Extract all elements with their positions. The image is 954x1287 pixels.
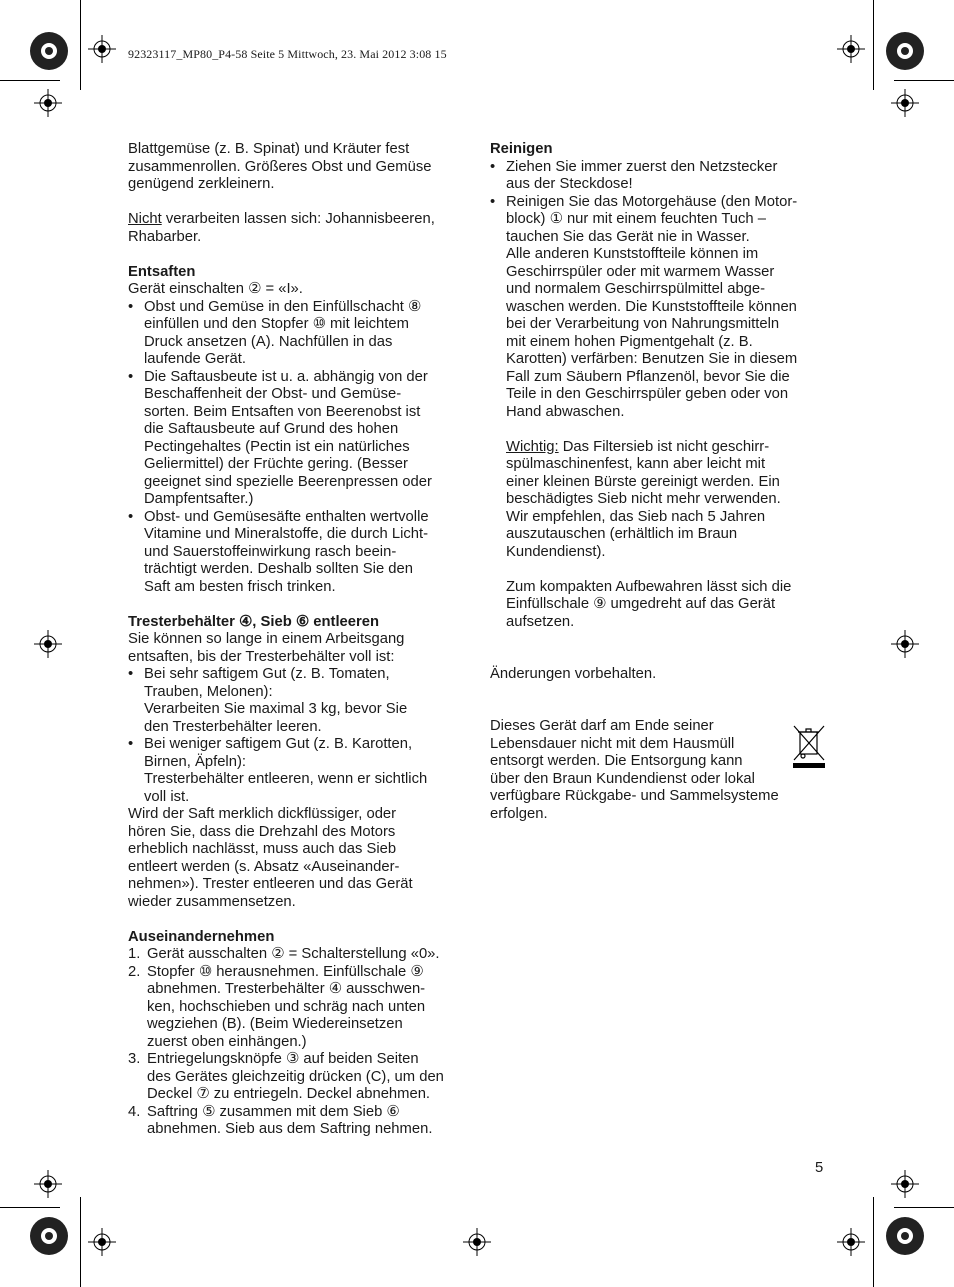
starburst-mark-icon <box>29 1216 69 1256</box>
registration-mark-icon <box>34 630 62 658</box>
step-number: 3. <box>128 1051 141 1067</box>
heading-auseinandernehmen: Auseinandernehmen <box>128 928 275 945</box>
step-number: 2. <box>128 963 141 980</box>
crop-mark <box>873 0 874 90</box>
crop-mark <box>0 80 60 81</box>
starburst-mark-icon <box>29 31 69 71</box>
registration-mark-icon <box>88 35 116 63</box>
list-item: • Ziehen Sie immer zuerst den Netzstecker aus der Steckdose! <box>490 159 830 194</box>
page-number: 5 <box>815 1160 824 1176</box>
entsaften-bullets <box>128 299 468 597</box>
step-text: Gerät ausschalten ② = Schalterstellung «0». <box>147 946 440 962</box>
underlined-nicht: Nicht <box>128 211 162 227</box>
print-slug: 92323117_MP80_P4-58 Seite 5 Mittwoch, 23. Mai 2012 3:08 15 <box>128 47 447 61</box>
list-item <box>128 964 468 1052</box>
list-item: • Bei weniger saftigem Gut (z. B. Karotten, Birnen, Äpfeln): Tresterbehälter entleeren, wenn er sichtlich voll ist. <box>128 736 468 806</box>
step-text: Stopfer ⑩ herausnehmen. Einfüllschale ⑨ abnehmen. Tresterbehälter ④ ausschwen- ken, hochschieben und schräg nach unten wegziehen (B). (Beim Wiedereinsetzen zuerst oben einhängen.) <box>147 963 426 1050</box>
intro-paragraph-2 <box>128 211 468 246</box>
trester-intro: Sie können so lange in einem Arbeitsgang entsaften, bis der Tresterbehälter voll ist: <box>128 631 405 665</box>
storage-paragraph: Zum kompakten Aufbewahren lässt sich die Einfüllschale ⑨ umgedreht auf das Gerät aufsetzen. <box>506 578 792 630</box>
registration-mark-icon <box>891 630 919 658</box>
list-item <box>128 1104 468 1139</box>
intro-paragraph-1: Blattgemüse (z. B. Spinat) und Kräuter fest zusammenrollen. Größeres Obst und Gemüse genügend zerkleinern. <box>128 141 432 192</box>
disposal-notice: Dieses Gerät darf am Ende seiner Lebensdauer nicht mit dem Hausmüll entsorgt werden. Die Entsorgung kann über den Braun Kundendienst oder lokal verfügbare Rückgabe- und Sammelsysteme erfolgen. <box>490 718 779 822</box>
registration-mark-icon <box>463 1228 491 1256</box>
crop-mark <box>894 1207 954 1208</box>
crop-mark <box>894 80 954 81</box>
step-text: Entriegelungsknöpfe ③ auf beiden Seiten des Gerätes gleichzeitig drücken (C), um den Deckel ⑦ zu entriegeln. Deckel abnehmen. <box>147 1051 444 1102</box>
crop-mark <box>80 1197 81 1287</box>
list-item: • Bei sehr saftigem Gut (z. B. Tomaten, Trauben, Melonen): Verarbeiten Sie maximal 3 kg, bevor Sie den Tresterbehälter leeren. <box>128 666 468 736</box>
intro-paragraph-2-rest: verarbeiten lassen sich: Johannisbeeren, Rhabarber. <box>128 211 435 245</box>
left-column <box>128 141 468 1139</box>
heading-trester: Tresterbehälter ④, Sieb ⑥ entleeren <box>128 613 380 630</box>
step-text: Saftring ⑤ zusammen mit dem Sieb ⑥ abnehmen. Sieb aus dem Saftring nehmen. <box>147 1103 433 1137</box>
registration-mark-icon <box>34 89 62 117</box>
crop-mark <box>0 1207 60 1208</box>
reinigen-bullets <box>490 159 830 422</box>
crossed-out-wheelie-bin-icon <box>792 723 826 771</box>
wichtig-paragraph <box>506 439 830 562</box>
entsaften-line: Gerät einschalten ② = «I». <box>128 281 303 297</box>
starburst-mark-icon <box>885 31 925 71</box>
list-item <box>128 946 468 964</box>
registration-mark-icon <box>837 35 865 63</box>
list-item: • Obst und Gemüse in den Einfüllschacht ⑧ einfüllen und den Stopfer ⑩ mit leichtem Druck ansetzen (A). Nachfüllen in das laufende Gerät. <box>128 299 468 369</box>
list-item: • Die Saftausbeute ist u. a. abhängig von der Beschaffenheit der Obst- und Gemüse- sorten. Beim Entsaften von Beerenobst ist die Saftausbeute auf Grund des hohen Pectingehaltes (Pectin ist ein natürliches Geliermittel) der Früchte gering. (Besser geeignet sind spezielle Beerenpressen oder Dampfentsafter.) <box>128 369 468 509</box>
registration-mark-icon <box>891 1170 919 1198</box>
heading-entsaften: Entsaften <box>128 263 196 280</box>
right-column <box>490 141 830 684</box>
registration-mark-icon <box>891 89 919 117</box>
wichtig-text: Das Filtersieb ist nicht geschirr- spülmaschinenfest, kann aber leicht mit einer kleinen Bürste gereinigt werden. Ein beschädigtes Sieb nicht mehr verwenden. Wir empfehlen, das Sieb nach 5 Jahren auszutauschen (erhältlich im Braun Kundendienst). <box>506 438 781 560</box>
list-item: • Obst- und Gemüsesäfte enthalten wertvolle Vitamine und Mineralstoffe, die durch Licht- und Sauerstoffeinwirkung rasch beein- trächtigt werden. Deshalb sollten Sie den Saft am besten frisch trinken. <box>128 509 468 597</box>
step-number: 1. <box>128 946 141 962</box>
registration-mark-icon <box>837 1228 865 1256</box>
wichtig-label: Wichtig: <box>506 438 559 455</box>
crop-mark <box>80 0 81 90</box>
step-number: 4. <box>128 1103 141 1120</box>
list-item: • Reinigen Sie das Motorgehäuse (den Motor- block) ① nur mit einem feuchten Tuch – tauchen Sie das Gerät nie in Wasser. Alle anderen Kunststoffteile können im Geschirrspüler oder mit warmem Wasser und normalem Geschirrspülmittel abge- waschen werden. Die Kunststoffteile können bei der Verarbeitung von Nahrungsmitteln mit einem hohen Pigmentgehalt (z. B. Karotten) verfärben: Benutzen Sie in diesem Fall zum Säubern Pflanzenöl, bevor Sie die Teile in den Geschirrspüler geben oder von Hand abwaschen. <box>490 194 830 422</box>
crop-mark <box>873 1197 874 1287</box>
heading-reinigen: Reinigen <box>490 141 553 157</box>
starburst-mark-icon <box>885 1216 925 1256</box>
auseinander-steps <box>128 946 468 1139</box>
list-item <box>128 1051 468 1104</box>
trester-outro: Wird der Saft merklich dickflüssiger, oder hören Sie, dass die Drehzahl des Motors erheblich nachlässt, muss auch das Sieb entleert werden (s. Absatz «Auseinander- nehmen»). Trester entleeren und das Gerät wieder zusammensetzen. <box>128 806 413 910</box>
registration-mark-icon <box>34 1170 62 1198</box>
registration-mark-icon <box>88 1228 116 1256</box>
trester-bullets <box>128 666 468 806</box>
changes-note: Änderungen vorbehalten. <box>490 666 657 682</box>
